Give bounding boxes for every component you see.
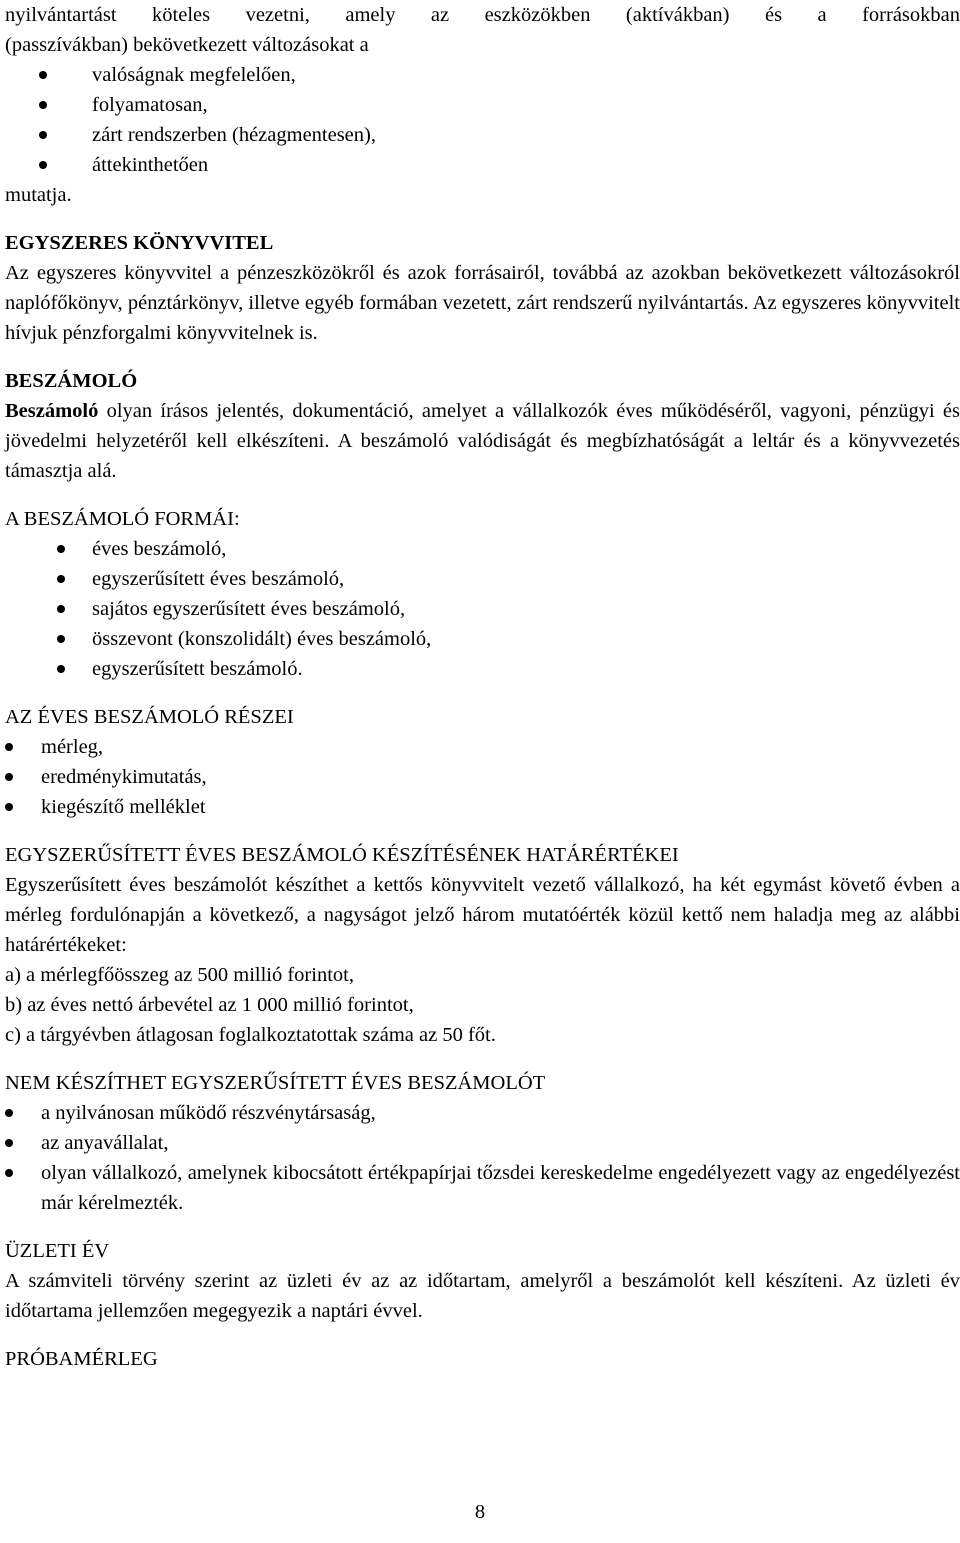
- bullet-icon: [57, 665, 65, 673]
- list-item: egyszerűsített beszámoló.: [5, 654, 960, 684]
- bullet-icon: [5, 1109, 13, 1117]
- bullet-icon: [39, 161, 47, 169]
- intro-closing: mutatja.: [5, 184, 72, 206]
- section-heading-nem: NEM KÉSZÍTHET EGYSZERŰSÍTETT ÉVES BESZÁMOLÓT: [5, 1072, 546, 1094]
- document-page: [5, 0, 960, 1374]
- beszamolo-text: [5, 396, 960, 486]
- bullet-icon: [39, 101, 47, 109]
- uzleti-text: A számviteli törvény szerint az üzleti év az az időtartam, amelyről a beszámolót kell készíteni. Az üzleti év időtartama jellemzően megegyezik a naptári évvel.: [5, 1270, 960, 1322]
- bullet-icon: [39, 71, 47, 79]
- bullet-icon: [5, 1139, 13, 1147]
- section-heading-probamerleg: PRÓBAMÉRLEG: [5, 1348, 158, 1370]
- list-item: valóságnak megfelelően,: [5, 60, 960, 90]
- list-item: eredménykimutatás,: [5, 762, 960, 792]
- hatarertekek-c: c) a tárgyévben átlagosan foglalkoztatottak száma az 50 főt.: [5, 1024, 496, 1046]
- intro-bullet-list: [5, 60, 960, 180]
- section-heading-egyszeres: EGYSZERES KÖNYVVITEL: [5, 232, 274, 254]
- section-heading-reszei: AZ ÉVES BESZÁMOLÓ RÉSZEI: [5, 706, 294, 728]
- beszamolo-body: olyan írásos jelentés, dokumentáció, amelyet a vállalkozók éves működéséről, vagyoni, pénzügyi és jövedelmi helyzetéről kell elkészíteni. A beszámoló valódiságát és megbízhatóságát a leltár és a könyvvezetés támasztja alá.: [5, 400, 960, 482]
- list-item: éves beszámoló,: [5, 534, 960, 564]
- list-item: olyan vállalkozó, amelynek kibocsátott értékpapírjai tőzsdei kereskedelme engedélyezett vagy az engedélyezést már kérelmezték.: [5, 1158, 960, 1218]
- bullet-icon: [57, 605, 65, 613]
- bullet-icon: [5, 773, 13, 781]
- intro-line-2: (passzívákban) bekövetkezett változásokat a: [5, 34, 369, 56]
- egyszeres-text: Az egyszeres könyvvitel a pénzeszközökről és azok forrásairól, továbbá az azokban bekövetkezett változásokról naplófőkönyv, pénztárkönyv, illetve egyéb formában vezetett, zárt rendszerű nyilvántartás. Az egyszeres könyvvitelt hívjuk pénzforgalmi könyvvitelnek is.: [5, 262, 960, 344]
- bullet-icon: [57, 575, 65, 583]
- list-item: zárt rendszerben (hézagmentesen),: [5, 120, 960, 150]
- hatarertekek-text: Egyszerűsített éves beszámolót készíthet a kettős könyvvitelt vezető vállalkozó, ha két egymást követő évben a mérleg fordulónapján a következő, a nagyságot jelző három mutatóérték közül kettő nem haladja meg az alábbi határértékeket:: [5, 874, 960, 956]
- list-item: összevont (konszolidált) éves beszámoló,: [5, 624, 960, 654]
- beszamolo-lead: Beszámoló: [5, 400, 99, 422]
- list-item: mérleg,: [5, 732, 960, 762]
- bullet-icon: [5, 743, 13, 751]
- bullet-icon: [57, 545, 65, 553]
- list-item: kiegészítő melléklet: [5, 792, 960, 822]
- list-item: a nyilvánosan működő részvénytársaság,: [5, 1098, 960, 1128]
- list-item: az anyavállalat,: [5, 1128, 960, 1158]
- formai-list: [5, 534, 960, 684]
- section-heading-formai: A BESZÁMOLÓ FORMÁI:: [5, 508, 240, 530]
- hatarertekek-b: b) az éves nettó árbevétel az 1 000 millió forintot,: [5, 994, 414, 1016]
- list-item: egyszerűsített éves beszámoló,: [5, 564, 960, 594]
- list-item: sajátos egyszerűsített éves beszámoló,: [5, 594, 960, 624]
- nem-list: [5, 1098, 960, 1218]
- bullet-icon: [39, 131, 47, 139]
- bullet-icon: [5, 1169, 13, 1177]
- bullet-icon: [57, 635, 65, 643]
- list-item: folyamatosan,: [5, 90, 960, 120]
- list-item: áttekinthetően: [5, 150, 960, 180]
- section-heading-uzleti: ÜZLETI ÉV: [5, 1240, 110, 1262]
- hatarertekek-a: a) a mérlegfőösszeg az 500 millió forintot,: [5, 964, 354, 986]
- section-heading-hatarertekek: EGYSZERŰSÍTETT ÉVES BESZÁMOLÓ KÉSZÍTÉSÉNEK HATÁRÉRTÉKEI: [5, 844, 679, 866]
- page-number: 8: [474, 1501, 486, 1523]
- reszei-list: [5, 732, 960, 822]
- section-heading-beszamolo: BESZÁMOLÓ: [5, 370, 138, 392]
- bullet-icon: [5, 803, 13, 811]
- intro-line-1: nyilvántartást köteles vezetni, amely az eszközökben (aktívákban) és a forrásokban: [5, 4, 960, 26]
